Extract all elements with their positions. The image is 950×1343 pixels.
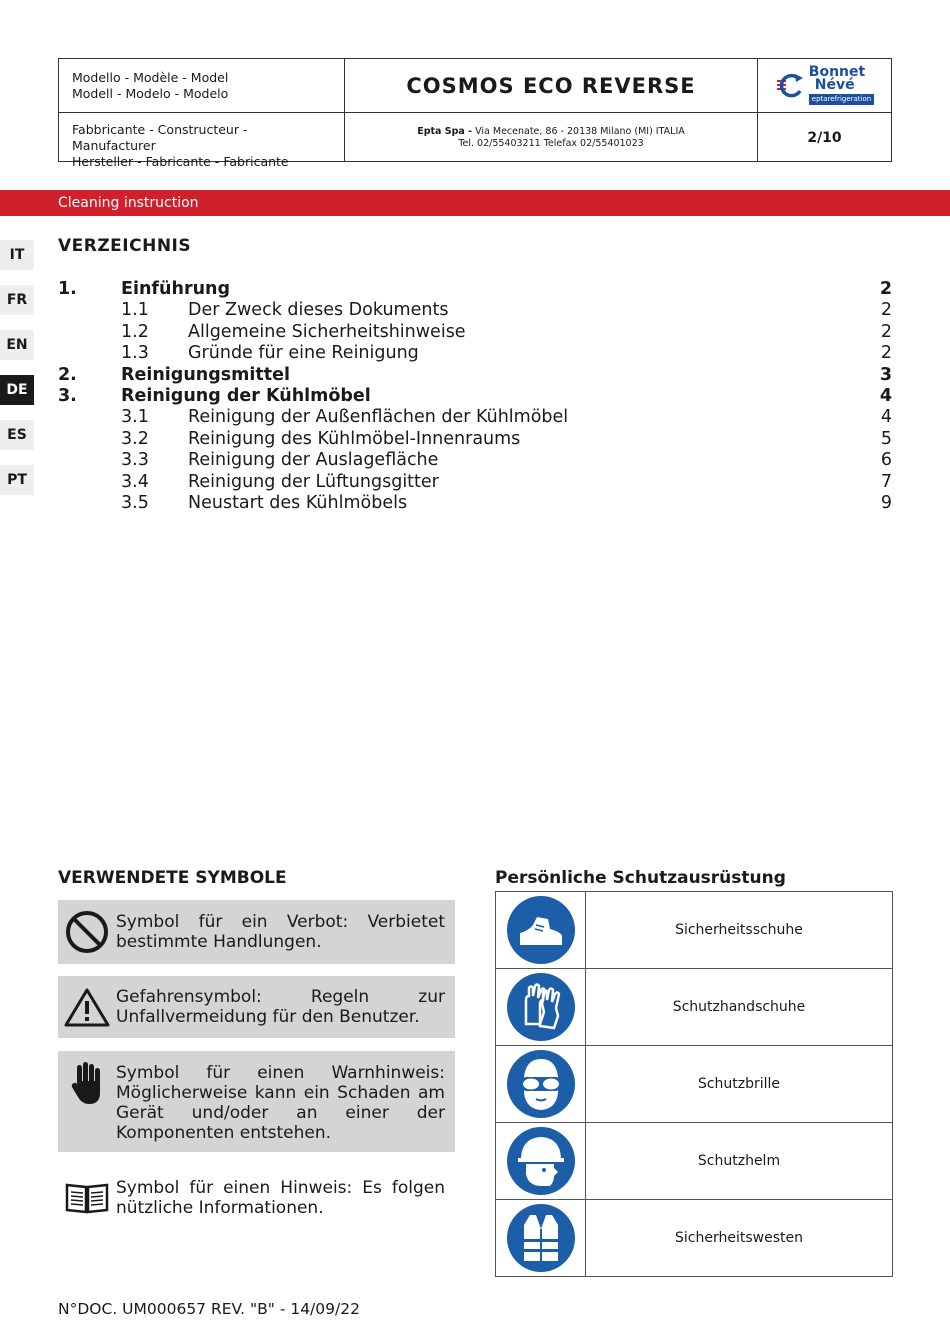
toc-entry-page: 2 [880,343,892,364]
logo-cell [758,59,891,112]
toc-entry[interactable] [58,493,892,514]
toc-entry-page: 2 [879,279,892,299]
toc-entry[interactable] [58,365,892,386]
language-tab-fr[interactable]: FR [0,285,34,315]
toc-entry-number: 1.1 [121,300,149,321]
page-indicator: 2/10 [807,129,842,146]
ppe-row [496,969,892,1046]
language-tab-es[interactable]: ES [0,420,34,450]
toc-entry-number: 1.3 [121,343,149,364]
toc-entry-title: Reinigung des Kühlmöbel-Innenraums [188,428,521,449]
symbol-caution-text: Symbol für einen Warnhinweis: Möglicherweise kann ein Schaden am Gerät und/oder an einer der Komponenten entstehen. [116,1063,445,1143]
language-tab-pt[interactable]: PT [0,465,34,495]
toc-entry[interactable] [58,407,892,428]
header-row-manufacturer [59,113,891,169]
table-of-contents [58,279,892,514]
toc-entry-title: Reinigung der Kühlmöbel [121,385,371,406]
symbol-prohibition-text: Symbol für ein Verbot: Verbietet bestimmte Handlungen. [116,912,445,952]
symbol-prohibition-box [58,900,455,964]
toc-entry-page: 4 [880,407,892,428]
toc-entry-number: 3. [58,385,77,406]
manufacturer-info-cell [345,113,758,162]
header-row-model [59,59,891,113]
ppe-label: Schutzhelm [697,1153,781,1169]
toc-entry-page: 2 [880,300,892,321]
ppe-row [496,1200,892,1276]
ppe-table [495,891,893,1277]
ppe-row [496,892,892,969]
manufacturer-label-line2: Hersteller - Fabricante - Fabricante [72,154,289,169]
open-book-icon [58,1181,116,1215]
symbol-note-box [58,1170,455,1226]
ppe-row [496,1123,892,1200]
toc-entry[interactable] [58,279,892,300]
symbol-caution-box [58,1051,455,1152]
ppe-label: Schutzhandschuhe [672,999,806,1015]
toc-entry-number: 3.1 [121,407,149,428]
company-logo [775,66,874,105]
safety-gloves-icon [496,969,586,1045]
toc-entry-page: 5 [880,428,892,449]
model-label-line1: Modello - Modèle - Model [72,70,229,85]
ppe-heading: Persönliche Schutzausrüstung [495,868,786,888]
ppe-label: Sicherheitswesten [675,1230,803,1246]
toc-entry-number: 2. [58,364,77,385]
logo-mark-icon [775,71,805,101]
safety-helmet-icon [496,1123,586,1199]
toc-entry-page: 4 [879,385,892,406]
toc-entry-page: 2 [880,321,892,342]
toc-entry-number: 3.4 [121,471,149,492]
section-band [0,190,950,216]
toc-entry-page: 3 [879,364,892,385]
toc-entry-title: Gründe für eine Reinigung [188,343,419,364]
language-tab-it[interactable]: IT [0,240,34,270]
toc-entry-number: 1. [58,279,77,299]
toc-entry-number: 1.2 [121,321,149,342]
language-tab-en[interactable]: EN [0,330,34,360]
safety-vest-icon [496,1200,586,1276]
toc-entry-title: Reinigungsmittel [121,364,291,385]
manufacturer-contact: Tel. 02/55403211 Telefax 02/55401023 [458,137,644,149]
prohibition-icon [58,910,116,954]
model-name-cell [345,59,758,112]
model-label-line2: Modell - Modelo - Modelo [72,86,229,101]
toc-entry[interactable] [58,472,892,493]
toc-entry[interactable] [58,343,892,364]
toc-entry-title: Allgemeine Sicherheitshinweise [188,321,466,342]
ppe-row [496,1046,892,1123]
model-label-cell [59,59,345,112]
model-name: COSMOS ECO REVERSE [406,73,696,98]
language-tabs [0,240,34,510]
symbol-note-text: Symbol für einen Hinweis: Es folgen nützliche Informationen. [116,1178,445,1218]
toc-entry[interactable] [58,450,892,471]
symbol-danger-box [58,976,455,1038]
safety-shoe-icon [496,892,586,968]
toc-entry-number: 3.3 [121,450,149,471]
toc-entry[interactable] [58,322,892,343]
section-band-title: Cleaning instruction [58,195,199,211]
safety-goggles-icon [496,1046,586,1122]
warning-triangle-icon [58,987,116,1027]
toc-entry-title: Reinigung der Außenflächen der Kühlmöbel [188,407,569,428]
document-header [58,58,892,169]
manufacturer-address-line [417,126,685,138]
toc-entry-title: Einführung [121,279,231,299]
language-tab-de[interactable]: DE [0,375,34,405]
toc-entry-page: 7 [880,471,892,492]
toc-entry[interactable] [58,386,892,407]
symbol-danger-text: Gefahrensymbol: Regeln zur Unfallvermeidung für den Benutzer. [116,987,445,1027]
stop-hand-icon [58,1051,116,1105]
manufacturer-address: Via Mecenate, 86 - 20138 Milano (MI) ITALIA [472,125,685,137]
manufacturer-name: Epta Spa - [417,125,473,137]
toc-entry-title: Der Zweck dieses Dokuments [188,300,449,321]
toc-entry-title: Reinigung der Auslagefläche [188,450,439,471]
page-indicator-cell [758,113,891,162]
toc-heading: VERZEICHNIS [58,236,192,256]
symbols-heading: VERWENDETE SYMBOLE [58,868,287,888]
manufacturer-label-line1: Fabbricante - Constructeur - Manufacturer [72,122,248,153]
toc-entry-page: 9 [880,492,892,513]
toc-entry-title: Neustart des Kühlmöbels [188,492,408,513]
logo-brand-line1: Bonnet [808,64,866,80]
toc-entry[interactable] [58,429,892,450]
toc-entry[interactable] [58,300,892,321]
document-reference: N°DOC. UM000657 REV. "B" - 14/09/22 [58,1300,360,1318]
logo-brand-line2: Névé [814,77,855,93]
ppe-label: Schutzbrille [697,1076,781,1092]
toc-entry-page: 6 [880,450,892,471]
toc-entry-number: 3.2 [121,428,149,449]
toc-entry-number: 3.5 [121,492,149,513]
ppe-label: Sicherheitsschuhe [675,922,803,938]
manufacturer-label-cell [59,113,345,169]
logo-subtitle: eptarefrigeration [809,94,874,105]
toc-entry-title: Reinigung der Lüftungsgitter [188,471,439,492]
